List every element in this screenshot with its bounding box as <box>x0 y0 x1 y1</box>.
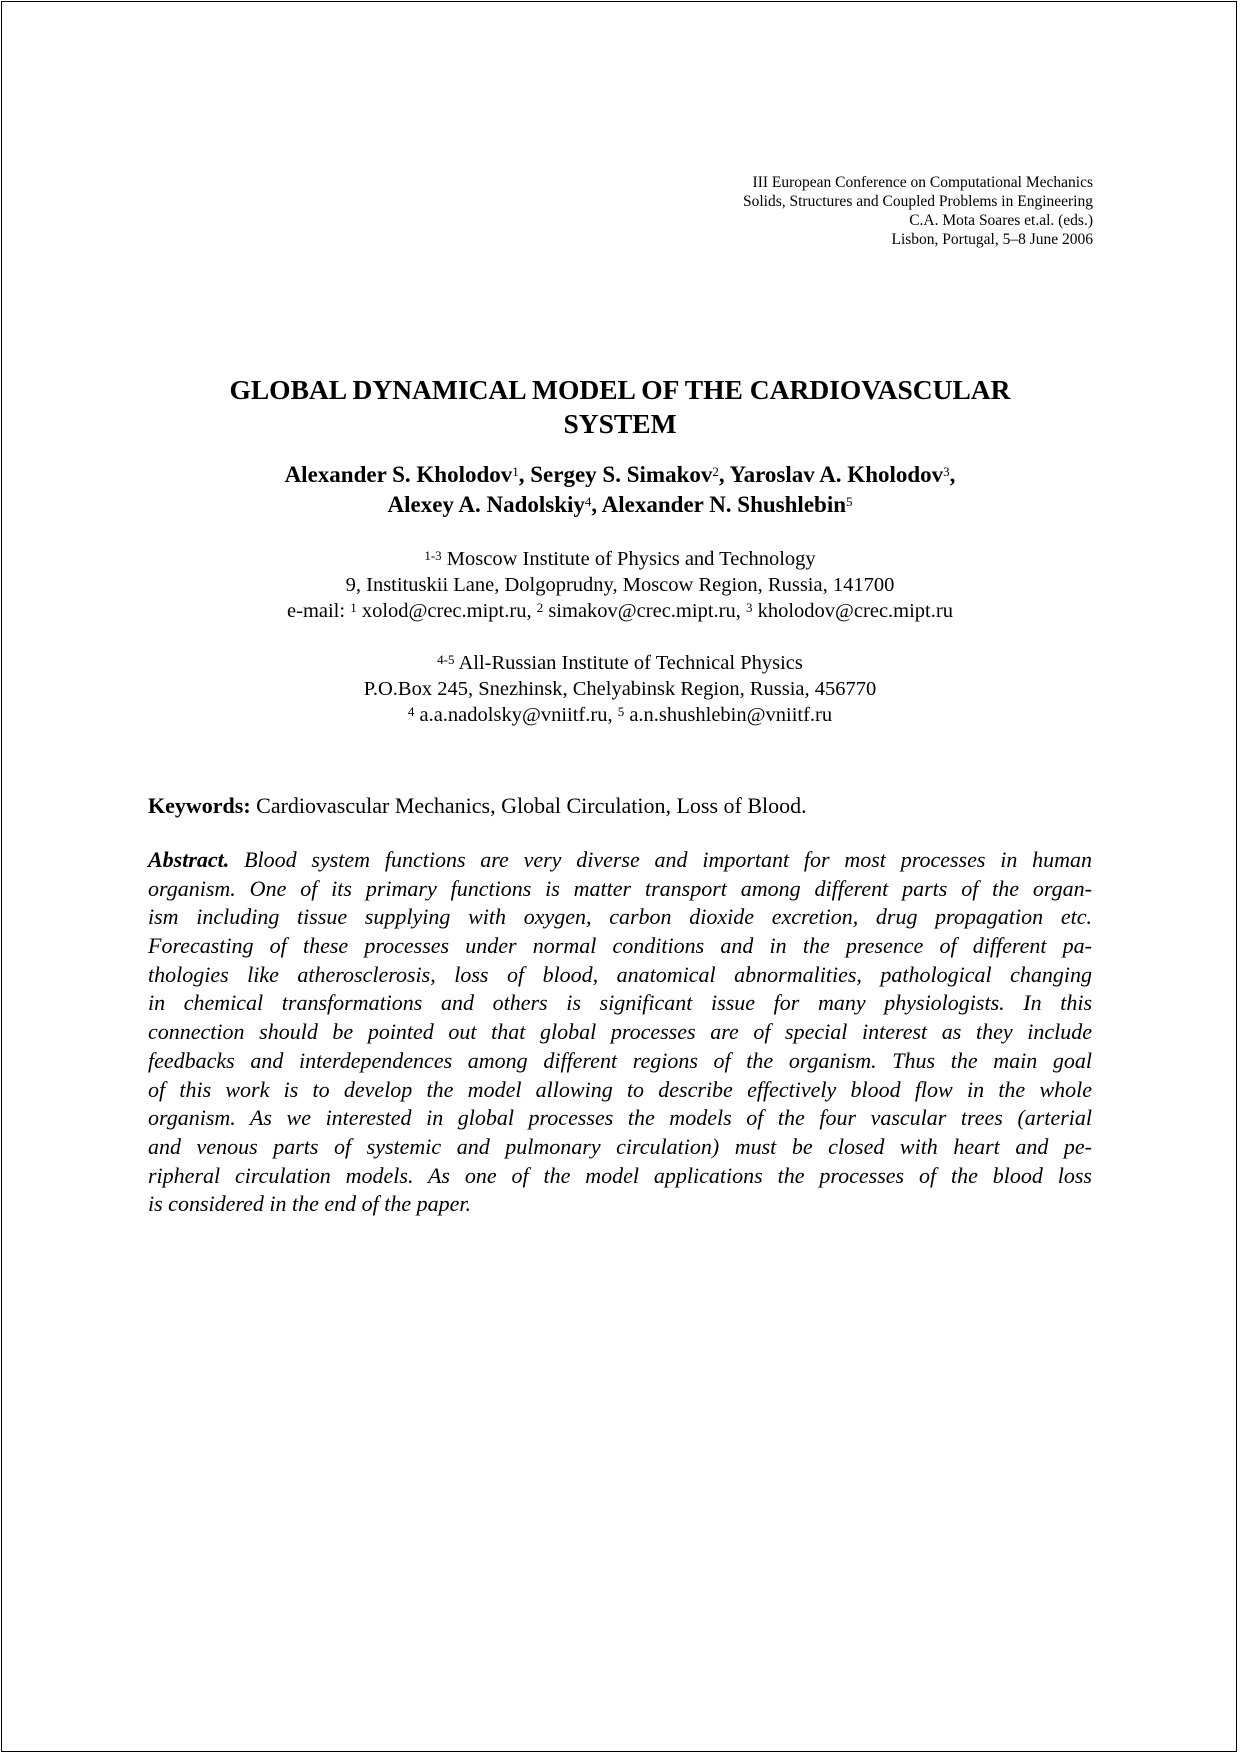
conference-line: Solids, Structures and Coupled Problems in Engineering <box>742 193 1093 210</box>
email-address[interactable]: a.n.shushlebin@vniitf.ru <box>624 704 833 726</box>
author-affil-mark: 2 <box>712 464 719 479</box>
author-list <box>148 460 1092 520</box>
email-prefix: e-mail: <box>287 600 351 622</box>
author-affil-mark: 5 <box>846 494 853 509</box>
author-name: Alexander S. Kholodov <box>284 462 513 487</box>
affil-mark: 4-5 <box>437 652 455 667</box>
keywords <box>148 792 1092 820</box>
title-line-2: SYSTEM <box>563 408 677 439</box>
author-affil-mark: 4 <box>584 494 592 509</box>
title-line-1: GLOBAL DYNAMICAL MODEL OF THE CARDIOVASCULAR <box>229 374 1011 405</box>
abstract-line: ripheral circulation models. As one of the model applications the processes of the blood loss <box>148 1162 1092 1188</box>
conference-line: III European Conference on Computational Mechanics <box>752 174 1093 191</box>
email-mark: 3 <box>745 600 753 615</box>
email-address[interactable]: simakov@crec.mipt.ru, <box>543 600 746 622</box>
affiliation-address: 9, Instituskii Lane, Dolgoprudny, Moscow Region, Russia, 141700 <box>345 574 895 596</box>
author-name: Yaroslav A. Kholodov <box>729 462 944 487</box>
abstract-line: is considered in the end of the paper. <box>148 1191 472 1217</box>
abstract-line: organism. As we interested in global processes the models of the four vascular trees (arterial <box>148 1105 1092 1131</box>
author-affil-mark: 3 <box>943 464 950 479</box>
abstract <box>148 846 1092 1219</box>
abstract-line: Forecasting of these processes under normal conditions and in the presence of different pa- <box>148 933 1092 959</box>
email-address[interactable]: xolod@crec.mipt.ru, <box>356 600 537 622</box>
affiliation-emails <box>148 598 1092 624</box>
affiliation-address: P.O.Box 245, Snezhinsk, Chelyabinsk Region, Russia, 456770 <box>363 678 877 700</box>
institute-name: Moscow Institute of Physics and Technology <box>441 548 816 570</box>
email-address[interactable]: kholodov@crec.mipt.ru <box>752 600 953 622</box>
email-mark: 5 <box>617 704 625 719</box>
abstract-line: ism including tissue supplying with oxygen, carbon dioxide excretion, drug propagation etc. <box>148 904 1092 930</box>
affiliation-vniitf <box>148 650 1092 728</box>
author-line-2 <box>148 490 1092 520</box>
abstract-line: and venous parts of systemic and pulmonary circulation) must be closed with heart and pe- <box>148 1133 1092 1159</box>
abstract-label: Abstract. <box>148 847 230 872</box>
abstract-line: thologies like atherosclerosis, loss of blood, anatomical abnormalities, pathological changing <box>148 961 1092 987</box>
conference-line: Lisbon, Portugal, 5–8 June 2006 <box>891 231 1093 248</box>
author-separator: , <box>518 462 531 487</box>
abstract-line: of this work is to develop the model allowing to describe effectively blood flow in the whole <box>148 1076 1092 1102</box>
email-address[interactable]: a.a.nadolsky@vniitf.ru, <box>414 704 618 726</box>
author-line-1 <box>148 460 1092 490</box>
author-name: Sergey S. Simakov <box>530 462 713 487</box>
paper-title <box>148 373 1092 441</box>
author-name: Alexey A. Nadolskiy <box>387 492 585 517</box>
abstract-line: organism. One of its primary functions is matter transport among different parts of the organ- <box>148 875 1092 901</box>
author-separator: , <box>718 462 730 487</box>
author-separator: , <box>591 492 602 517</box>
institute-name: All-Russian Institute of Technical Physics <box>454 652 803 674</box>
conference-header <box>743 173 1093 249</box>
affiliation-institute <box>148 546 1092 572</box>
email-mark: 1 <box>350 600 357 615</box>
author-separator: , <box>949 462 956 487</box>
affiliation-emails <box>148 702 1092 728</box>
abstract-text: Blood system functions are very diverse and important for most processes in human <box>229 847 1092 872</box>
author-affil-mark: 1 <box>512 464 519 479</box>
email-mark: 4 <box>407 704 415 719</box>
author-name: Alexander N. Shushlebin <box>601 492 846 517</box>
keywords-label: Keywords: <box>148 793 251 818</box>
abstract-line <box>148 846 1092 875</box>
affiliation-mipt <box>148 546 1092 624</box>
abstract-line: connection should be pointed out that global processes are of special interest as they include <box>148 1019 1092 1045</box>
abstract-line: in chemical transformations and others is significant issue for many physiologists. In this <box>148 990 1092 1016</box>
conference-line: C.A. Mota Soares et.al. (eds.) <box>909 212 1093 229</box>
keywords-text: Cardiovascular Mechanics, Global Circulation, Loss of Blood. <box>250 793 807 818</box>
affil-mark: 1-3 <box>424 548 442 563</box>
email-mark: 2 <box>536 600 544 615</box>
abstract-line: feedbacks and interdependences among different regions of the organism. Thus the main goal <box>148 1047 1092 1073</box>
affiliation-institute <box>148 650 1092 676</box>
